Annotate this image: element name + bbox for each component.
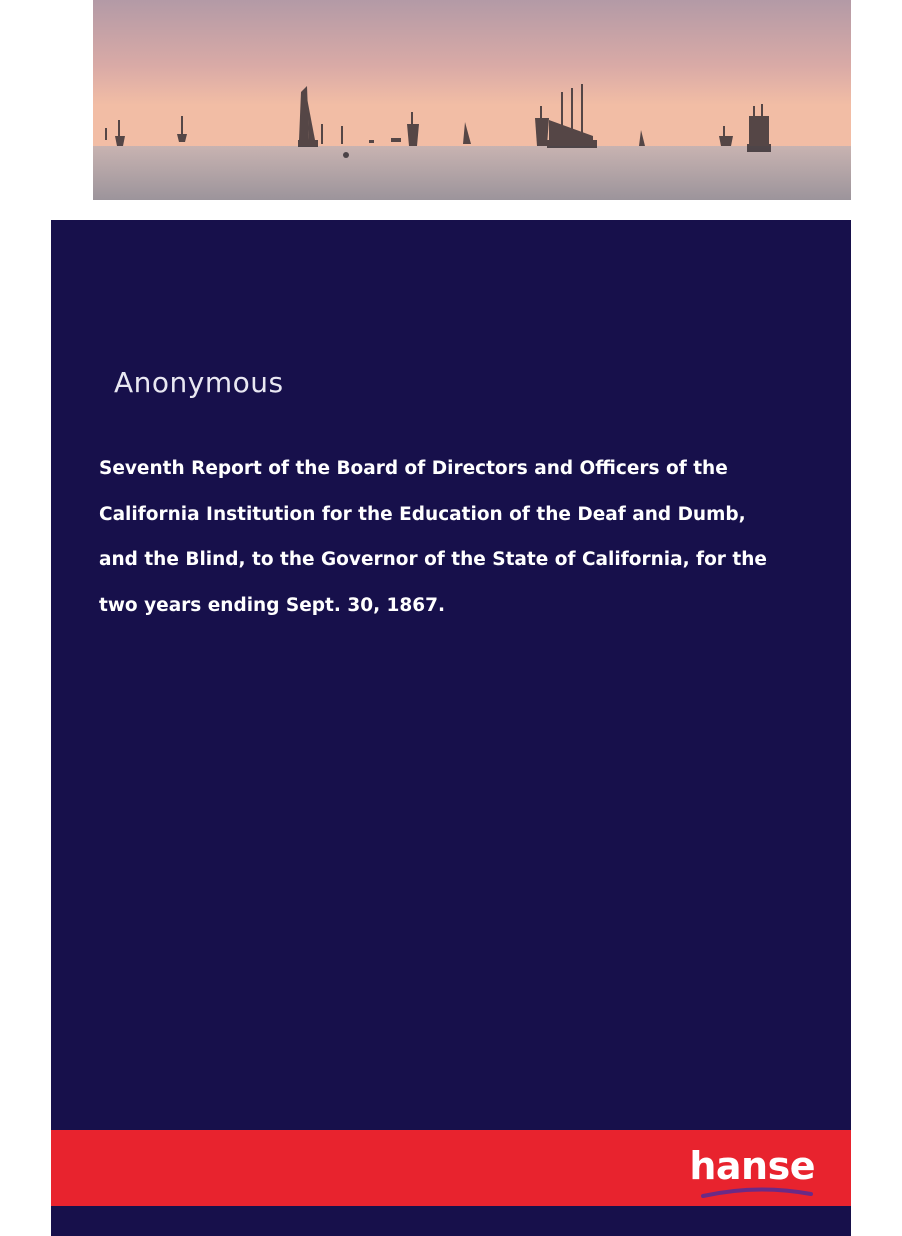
cover-panel xyxy=(51,220,851,1236)
author-name: Anonymous xyxy=(114,366,284,399)
logo-swoosh-icon xyxy=(701,1186,813,1200)
publisher-logo: hanse xyxy=(689,1144,815,1188)
book-title: Seventh Report of the Board of Directors and Officers of the California Institution for the Education of the Deaf and Dumb, and the Blind, to the Governor of the State of California, for the two years ending Sept. 30, 1867. xyxy=(99,458,767,616)
publisher-band xyxy=(51,1130,851,1206)
sailing-ships-image xyxy=(93,0,851,200)
cover-photo xyxy=(93,0,851,200)
